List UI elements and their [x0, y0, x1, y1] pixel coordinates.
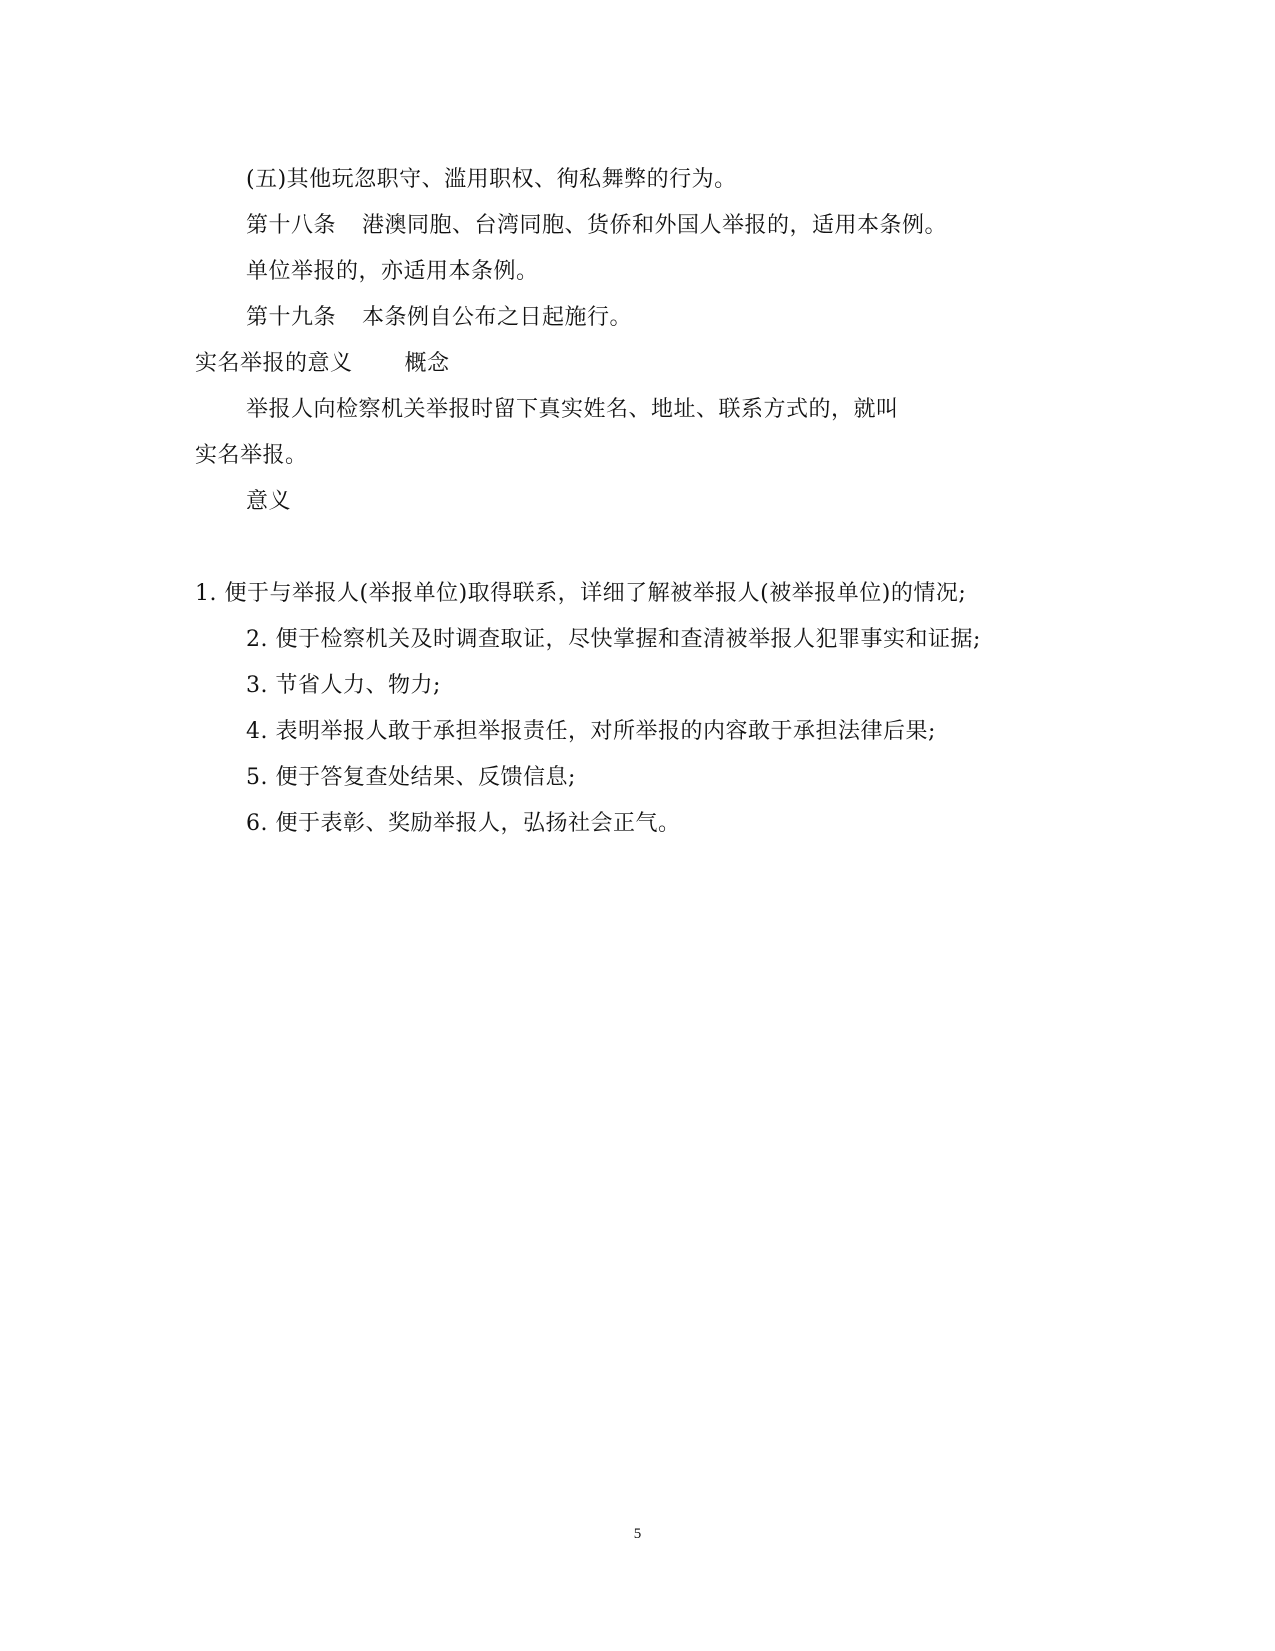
list-item-text: 1. 便于与举报人(举报单位)取得联系，详细了解被举报人(被举报单位)的情况;	[195, 581, 967, 606]
article-18-heading: 第十八条	[246, 213, 337, 238]
page-number: 5	[633, 1526, 642, 1542]
article-18-continuation	[246, 258, 539, 286]
section-heading-line	[195, 350, 450, 378]
paragraph-text: 实名举报。	[195, 443, 308, 468]
article-19-heading: 第十九条	[246, 305, 337, 330]
list-item-text: 2. 便于检察机关及时调查取证，尽快掌握和查清被举报人犯罪事实和证据;	[246, 627, 981, 652]
list-item-text: 6. 便于表彰、奖励举报人，弘扬社会正气。	[246, 811, 681, 836]
list-item	[246, 626, 981, 654]
list-item-text: 5. 便于答复查处结果、反馈信息;	[246, 765, 576, 790]
subheading-significance	[246, 488, 291, 516]
subheading-concept: 概念	[404, 351, 450, 376]
paragraph-text: (五)其他玩忽职守、滥用职权、徇私舞弊的行为。	[246, 167, 737, 192]
list-item	[195, 580, 966, 608]
list-item	[246, 718, 936, 746]
paragraph-item-5	[246, 166, 737, 194]
list-item	[246, 672, 441, 700]
article-18-text: 港澳同胞、台湾同胞、货侨和外国人举报的，适用本条例。	[362, 213, 948, 238]
paragraph-text: 举报人向检察机关举报时留下真实姓名、地址、联系方式的，就叫	[246, 397, 899, 422]
list-item-text: 4. 表明举报人敢于承担举报责任，对所举报的内容敢于承担法律后果;	[246, 719, 936, 744]
list-item-text: 3. 节省人力、物力;	[246, 673, 441, 698]
article-19-text: 本条例自公布之日起施行。	[362, 305, 633, 330]
concept-paragraph	[246, 396, 899, 424]
list-item	[246, 810, 681, 838]
paragraph-text: 意义	[246, 489, 292, 514]
list-item	[246, 764, 576, 792]
paragraph-text: 单位举报的，亦适用本条例。	[246, 259, 539, 284]
article-19	[246, 304, 632, 332]
section-heading: 实名举报的意义	[195, 351, 353, 376]
article-18	[246, 212, 947, 240]
concept-paragraph-continuation	[195, 442, 308, 470]
